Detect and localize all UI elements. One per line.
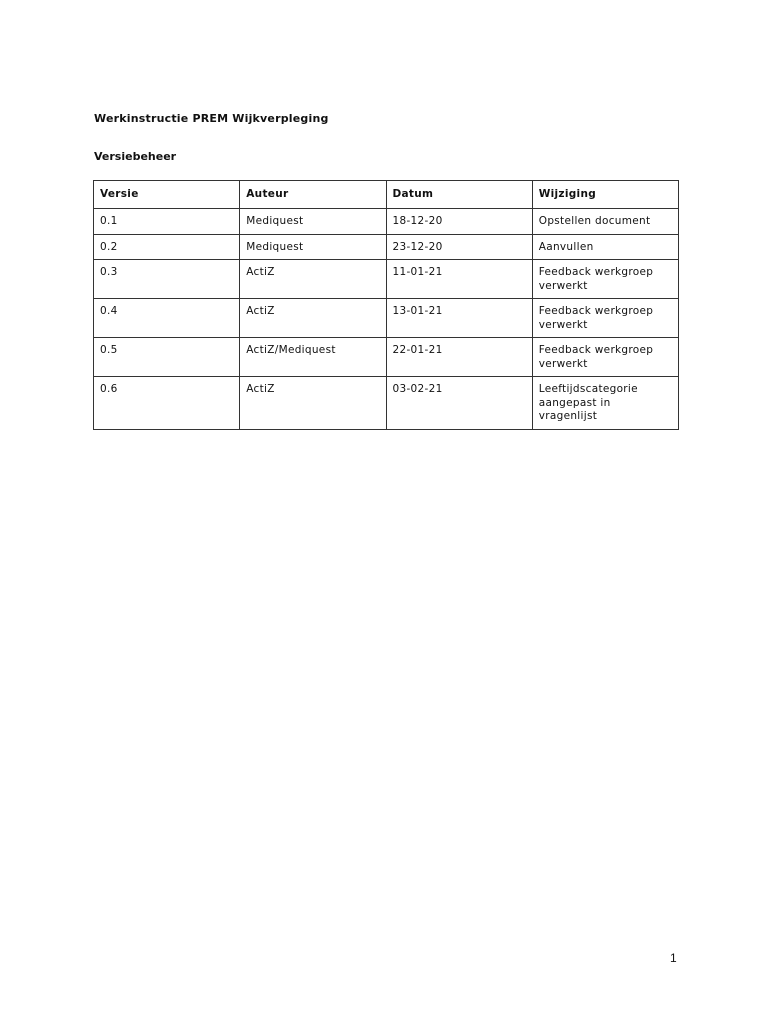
cell-versie: 0.2 — [94, 234, 240, 260]
column-header-auteur: Auteur — [240, 181, 386, 209]
column-header-wijziging: Wijziging — [532, 181, 678, 209]
cell-datum: 11-01-21 — [386, 260, 532, 299]
cell-auteur: Mediquest — [240, 209, 386, 235]
cell-auteur: ActiZ — [240, 377, 386, 430]
table-row — [94, 209, 679, 235]
column-header-datum: Datum — [386, 181, 532, 209]
cell-versie: 0.3 — [94, 260, 240, 299]
cell-versie: 0.6 — [94, 377, 240, 430]
cell-wijziging: Aanvullen — [532, 234, 678, 260]
cell-auteur: ActiZ — [240, 260, 386, 299]
cell-versie: 0.1 — [94, 209, 240, 235]
page-number: 1 — [670, 951, 677, 965]
cell-wijziging: Feedback werkgroep verwerkt — [532, 338, 678, 377]
cell-datum: 03-02-21 — [386, 377, 532, 430]
cell-datum: 23-12-20 — [386, 234, 532, 260]
cell-wijziging: Feedback werkgroep verwerkt — [532, 260, 678, 299]
cell-versie: 0.5 — [94, 338, 240, 377]
column-header-versie: Versie — [94, 181, 240, 209]
cell-wijziging: Feedback werkgroep verwerkt — [532, 299, 678, 338]
cell-datum: 13-01-21 — [386, 299, 532, 338]
cell-wijziging: Opstellen document — [532, 209, 678, 235]
cell-auteur: Mediquest — [240, 234, 386, 260]
cell-auteur: ActiZ/Mediquest — [240, 338, 386, 377]
table-row — [94, 260, 679, 299]
document-title: Werkinstructie PREM Wijkverpleging — [94, 112, 329, 125]
section-heading: Versiebeheer — [94, 150, 177, 163]
table-row — [94, 377, 679, 430]
table-row — [94, 338, 679, 377]
table-row — [94, 299, 679, 338]
cell-auteur: ActiZ — [240, 299, 386, 338]
cell-datum: 22-01-21 — [386, 338, 532, 377]
table-row — [94, 234, 679, 260]
version-table — [93, 180, 679, 430]
cell-wijziging: Leeftijdscategorie aangepast in vragenlijst — [532, 377, 678, 430]
cell-versie: 0.4 — [94, 299, 240, 338]
cell-datum: 18-12-20 — [386, 209, 532, 235]
table-header-row — [94, 181, 679, 209]
